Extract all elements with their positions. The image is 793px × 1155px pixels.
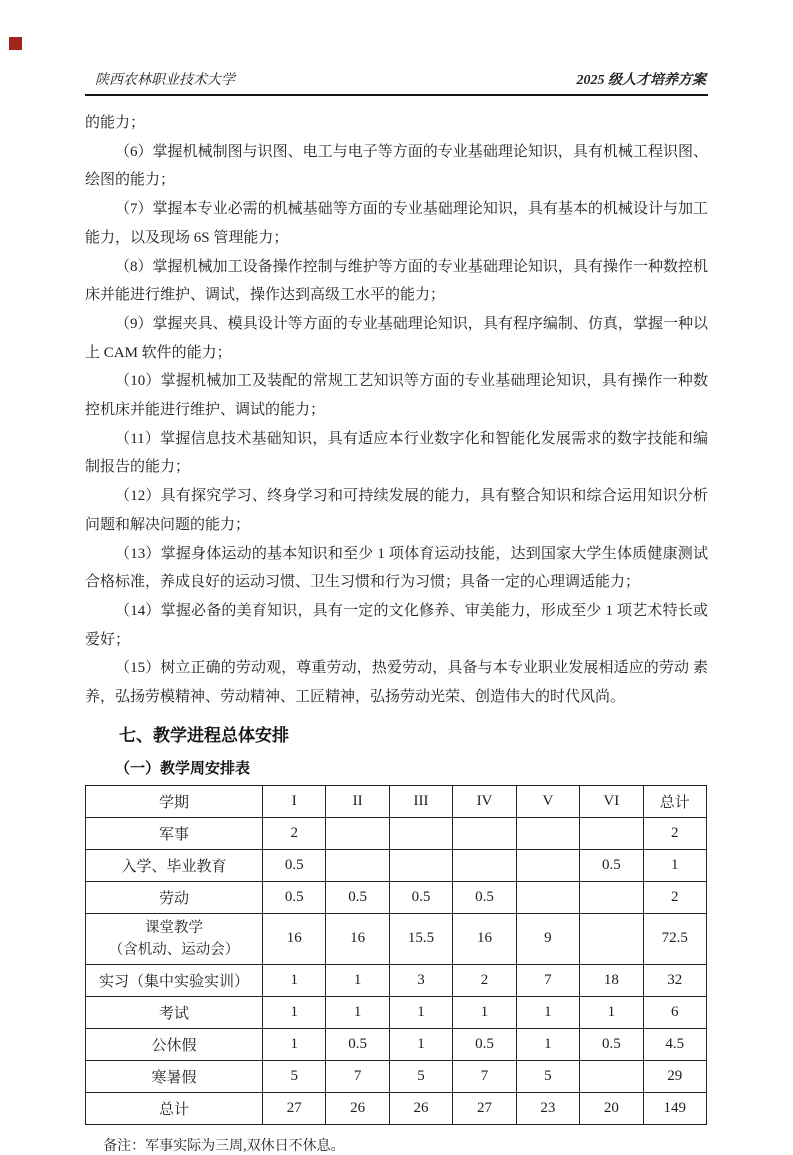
cell-value: 1 bbox=[389, 1028, 452, 1060]
cell-value: 149 bbox=[643, 1092, 706, 1124]
section-heading: 七、教学进程总体安排 bbox=[119, 725, 289, 745]
row-label: 公休假 bbox=[86, 1028, 263, 1060]
cell-value: 72.5 bbox=[643, 913, 706, 964]
cell-value: 1 bbox=[326, 996, 389, 1028]
body-paragraph: （15）树立正确的劳动观，尊重劳动，热爱劳动，具备与本专业职业发展相适应的劳动 素养，弘扬劳模精神、劳动精神、工匠精神，弘扬劳动光荣、创造伟大的时代风尚。 bbox=[85, 660, 708, 706]
cell-value: 15.5 bbox=[389, 913, 452, 964]
cell-value bbox=[580, 913, 643, 964]
body-paragraph: （10）掌握机械加工及装配的常规工艺知识等方面的专业基础理论知识，具有操作一种数控机床并能进行维护、调试的能力； bbox=[85, 373, 708, 419]
body-paragraphs bbox=[85, 109, 708, 712]
cell-value: 7 bbox=[326, 1060, 389, 1092]
column-header: V bbox=[516, 785, 579, 817]
column-header: II bbox=[326, 785, 389, 817]
cell-value bbox=[389, 849, 452, 881]
body-paragraph: （6）掌握机械制图与识图、电工与电子等方面的专业基础理论知识，具有机械工程识图、绘图的能力； bbox=[85, 143, 708, 189]
body-paragraph: 的能力； bbox=[85, 115, 146, 131]
table-row bbox=[86, 881, 707, 913]
cell-value: 20 bbox=[580, 1092, 643, 1124]
red-stamp-icon bbox=[9, 37, 22, 50]
cell-value: 0.5 bbox=[580, 849, 643, 881]
body-paragraph: （14）掌握必备的美育知识，具有一定的文化修养、审美能力，形成至少 1 项艺术特长或爱好； bbox=[85, 602, 708, 648]
cell-value: 0.5 bbox=[453, 1028, 516, 1060]
cell-value: 23 bbox=[516, 1092, 579, 1124]
row-label: 军事 bbox=[86, 817, 263, 849]
table-row bbox=[86, 1060, 707, 1092]
cell-value: 27 bbox=[453, 1092, 516, 1124]
cell-value: 7 bbox=[516, 964, 579, 996]
cell-value bbox=[516, 817, 579, 849]
body-paragraph: （7）掌握本专业必需的机械基础等方面的专业基础理论知识，具有基本的机械设计与加工能力，以及现场 6S 管理能力； bbox=[85, 201, 708, 246]
column-header: I bbox=[263, 785, 326, 817]
cell-value: 2 bbox=[453, 964, 516, 996]
cell-value bbox=[580, 881, 643, 913]
cell-value: 26 bbox=[326, 1092, 389, 1124]
table-row bbox=[86, 913, 707, 964]
table-row bbox=[86, 1028, 707, 1060]
cell-value bbox=[453, 817, 516, 849]
cell-value bbox=[453, 849, 516, 881]
cell-value: 1 bbox=[516, 996, 579, 1028]
cell-value: 1 bbox=[453, 996, 516, 1028]
table-row bbox=[86, 1092, 707, 1124]
table-row bbox=[86, 996, 707, 1028]
cell-value: 0.5 bbox=[263, 881, 326, 913]
cell-value: 2 bbox=[643, 817, 706, 849]
body-paragraph: （9）掌握夹具、模具设计等方面的专业基础理论知识，具有程序编制、仿真，掌握一种以上 CAM 软件的能力； bbox=[85, 315, 708, 361]
cell-value: 5 bbox=[389, 1060, 452, 1092]
cell-value: 5 bbox=[516, 1060, 579, 1092]
cell-value: 7 bbox=[453, 1060, 516, 1092]
header-program-title: 2025 级人才培养方案 bbox=[576, 73, 706, 88]
body-paragraph: （12）具有探究学习、终身学习和可持续发展的能力，具有整合知识和综合运用知识分析 问题和解决问题的能力； bbox=[85, 488, 708, 533]
cell-value: 0.5 bbox=[389, 881, 452, 913]
cell-value bbox=[326, 817, 389, 849]
page-content bbox=[85, 69, 708, 1155]
cell-value: 1 bbox=[643, 849, 706, 881]
column-header: 总计 bbox=[643, 785, 706, 817]
cell-value: 1 bbox=[263, 996, 326, 1028]
row-label: 总计 bbox=[86, 1092, 263, 1124]
cell-value: 0.5 bbox=[326, 1028, 389, 1060]
table-row bbox=[86, 817, 707, 849]
cell-value: 0.5 bbox=[580, 1028, 643, 1060]
cell-value: 1 bbox=[580, 996, 643, 1028]
table-row bbox=[86, 964, 707, 996]
cell-value: 0.5 bbox=[263, 849, 326, 881]
cell-value: 18 bbox=[580, 964, 643, 996]
row-label: 寒暑假 bbox=[86, 1060, 263, 1092]
cell-value bbox=[516, 881, 579, 913]
row-label: 课堂教学 （含机动、运动会） bbox=[86, 913, 263, 964]
cell-value: 16 bbox=[263, 913, 326, 964]
cell-value: 6 bbox=[643, 996, 706, 1028]
cell-value: 16 bbox=[326, 913, 389, 964]
cell-value: 1 bbox=[326, 964, 389, 996]
cell-value: 4.5 bbox=[643, 1028, 706, 1060]
cell-value: 0.5 bbox=[453, 881, 516, 913]
table-row bbox=[86, 849, 707, 881]
column-header: III bbox=[389, 785, 452, 817]
body-paragraph: （8）掌握机械加工设备操作控制与维护等方面的专业基础理论知识，具有操作一种数控机床并能进行维护、调试，操作达到高级工水平的能力； bbox=[85, 258, 708, 304]
cell-value bbox=[516, 849, 579, 881]
page-header bbox=[85, 69, 708, 96]
cell-value: 1 bbox=[263, 1028, 326, 1060]
cell-value: 2 bbox=[643, 881, 706, 913]
table-header-row bbox=[86, 785, 707, 817]
cell-value: 26 bbox=[389, 1092, 452, 1124]
cell-value bbox=[580, 817, 643, 849]
cell-value bbox=[580, 1060, 643, 1092]
body-paragraph: （11）掌握信息技术基础知识，具有适应本行业数字化和智能化发展需求的数字技能和编制报告的能力； bbox=[85, 430, 708, 476]
cell-value: 2 bbox=[263, 817, 326, 849]
cell-value: 3 bbox=[389, 964, 452, 996]
cell-value: 32 bbox=[643, 964, 706, 996]
cell-value: 9 bbox=[516, 913, 579, 964]
cell-value: 1 bbox=[389, 996, 452, 1028]
cell-value bbox=[326, 849, 389, 881]
table-body bbox=[86, 817, 707, 1124]
table-note: 备注：军事实际为三周,双休日不休息。 bbox=[103, 1138, 345, 1154]
row-label: 入学、毕业教育 bbox=[86, 849, 263, 881]
cell-value: 1 bbox=[263, 964, 326, 996]
cell-value: 27 bbox=[263, 1092, 326, 1124]
row-label: 实习（集中实验实训） bbox=[86, 964, 263, 996]
cell-value: 1 bbox=[516, 1028, 579, 1060]
cell-value: 16 bbox=[453, 913, 516, 964]
row-label: 劳动 bbox=[86, 881, 263, 913]
body-paragraph: （13）掌握身体运动的基本知识和至少 1 项体育运动技能，达到国家大学生体质健康测试合格标准，养成良好的运动习惯、卫生习惯和行为习惯；具备一定的心理调适能力； bbox=[85, 545, 708, 591]
table-title: （一）教学周安排表 bbox=[115, 759, 251, 777]
row-label: 考试 bbox=[86, 996, 263, 1028]
cell-value: 0.5 bbox=[326, 881, 389, 913]
header-school-name: 陕西农林职业技术大学 bbox=[95, 73, 235, 88]
cell-value: 5 bbox=[263, 1060, 326, 1092]
column-header: IV bbox=[453, 785, 516, 817]
teaching-week-schedule-table bbox=[85, 785, 707, 1125]
cell-value: 29 bbox=[643, 1060, 706, 1092]
column-header: 学期 bbox=[86, 785, 263, 817]
cell-value bbox=[389, 817, 452, 849]
column-header: VI bbox=[580, 785, 643, 817]
